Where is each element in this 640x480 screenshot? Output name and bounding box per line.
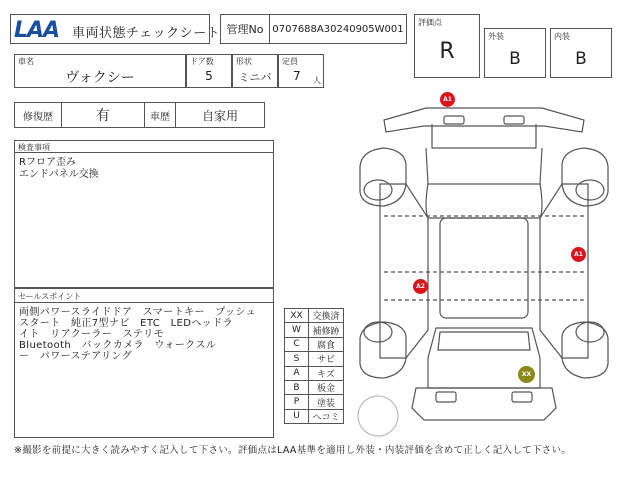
sales-line: Bluetooth バックカメラ ウォークスル	[19, 340, 217, 351]
inspection-box	[14, 140, 274, 288]
shape-label: 形状	[236, 57, 252, 66]
doors-value: 5	[205, 69, 213, 83]
legend-desc: 交換済	[309, 309, 344, 323]
legend-code: A	[285, 366, 309, 380]
legend-desc: 塗装	[309, 395, 344, 409]
interior-grade-box	[550, 28, 612, 78]
mgmt-value-cell	[269, 14, 407, 44]
legend-code: C	[285, 337, 309, 351]
vehicle-name-label: 車名	[18, 57, 34, 66]
legend-table	[284, 308, 344, 424]
legend-code: W	[285, 323, 309, 337]
capacity-unit: 人	[313, 76, 321, 85]
vehicle-name-value: ヴォクシー	[65, 70, 135, 86]
legend-desc: 腐食	[309, 337, 344, 351]
overall-grade-box	[414, 14, 480, 78]
exterior-grade-value: B	[509, 49, 521, 69]
capacity-box	[278, 54, 324, 88]
overall-grade-label: 評価点	[418, 18, 442, 27]
damage-mark-label: A1	[574, 251, 583, 258]
vehicle-name-box	[14, 54, 186, 88]
legend-desc: ヘコミ	[309, 409, 344, 423]
shape-box	[232, 54, 278, 88]
legend-code: P	[285, 395, 309, 409]
legend-code: B	[285, 380, 309, 394]
repair-label-cell	[14, 102, 62, 128]
damage-mark-xx	[518, 366, 535, 383]
footer-note: ※撮影を前提に大きく読みやすく記入して下さい。評価点はLAA基準を適用し外装・内装評価を含めて正しく記入して下さい。	[14, 445, 572, 456]
legend-row	[285, 323, 344, 337]
legend-desc: 補修跡	[309, 323, 344, 337]
legend-row	[285, 409, 344, 423]
mgmt-value: 0707688A30240905W001	[272, 23, 404, 35]
damage-mark-a1-rear	[440, 92, 455, 107]
legend-code: XX	[285, 309, 309, 323]
doors-box	[186, 54, 232, 88]
legend-code: U	[285, 409, 309, 423]
legend-row	[285, 309, 344, 323]
mgmt-label: 管理No	[226, 23, 264, 36]
category-value: 自家用	[201, 108, 238, 123]
sales-line: ー パワーステアリング	[19, 351, 133, 362]
overall-grade-value: R	[439, 39, 455, 64]
repair-value-cell	[61, 102, 145, 128]
damage-mark-label: XX	[521, 371, 532, 378]
mgmt-label-cell	[220, 14, 270, 44]
legend-row	[285, 380, 344, 394]
sales-line: スタート 純正7型ナビ ETC LEDヘッドラ	[19, 318, 233, 329]
repair-value: 有	[96, 108, 110, 124]
repair-label: 修復歴	[23, 111, 53, 123]
interior-grade-value: B	[575, 49, 587, 69]
damage-mark-label: A2	[416, 283, 425, 290]
legend-row	[285, 366, 344, 380]
sales-box	[14, 288, 274, 438]
category-label: 車歴	[150, 111, 170, 123]
legend-row	[285, 352, 344, 366]
category-label-cell	[144, 102, 176, 128]
category-value-cell	[175, 102, 265, 128]
sales-label: セールスポイント	[18, 292, 82, 301]
legend-desc: サビ	[309, 352, 344, 366]
inspection-line: Rフロア歪み	[19, 157, 76, 168]
legend-desc: 板金	[309, 380, 344, 394]
car-diagram	[344, 88, 624, 438]
doors-label: ドア数	[190, 57, 214, 66]
sales-line: 両側パワースライドドア スマートキー プッシュ	[19, 307, 256, 318]
legend-code: S	[285, 352, 309, 366]
interior-grade-label: 内装	[554, 32, 570, 41]
capacity-label: 定員	[282, 57, 298, 66]
shape-value: ミニバ	[238, 71, 272, 84]
legend-row	[285, 337, 344, 351]
inspection-label: 検査事項	[18, 143, 50, 152]
capacity-value: 7	[293, 69, 301, 83]
sales-line: イト リアクーラー ステリモ	[19, 329, 165, 340]
page-title: 車両状態チェックシート	[72, 26, 221, 41]
logo: LAA	[14, 18, 60, 43]
damage-mark-a1-side	[571, 247, 586, 262]
legend-row	[285, 395, 344, 409]
exterior-grade-box	[484, 28, 546, 78]
damage-mark-a2	[413, 279, 428, 294]
exterior-grade-label: 外装	[488, 32, 504, 41]
inspection-line: エンドパネル交換	[19, 169, 99, 180]
damage-mark-label: A1	[443, 96, 452, 103]
legend-desc: キズ	[309, 366, 344, 380]
